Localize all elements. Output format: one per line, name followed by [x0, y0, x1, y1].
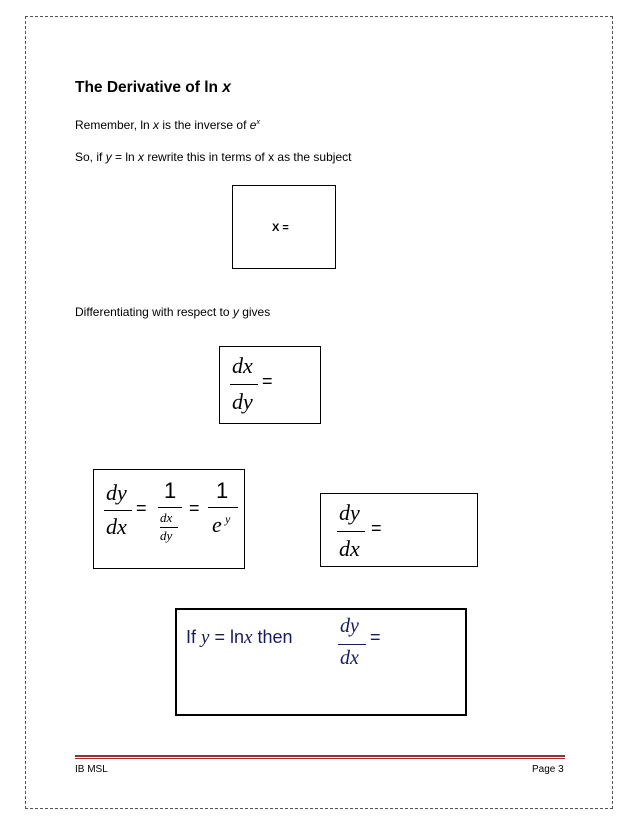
page-title: The Derivative of ln x	[75, 79, 231, 96]
remember-line: Remember, ln x is the inverse of $e^x$	[75, 118, 260, 132]
frac-den: dy	[232, 389, 253, 414]
frac-line	[158, 507, 182, 508]
differentiating-line: Differentiating with respect to y gives	[75, 305, 271, 319]
one-numerator: 1	[216, 478, 229, 503]
frac-line	[104, 510, 132, 511]
summary-statement: If y = lnx then	[186, 627, 293, 648]
frac-den: dx	[339, 536, 360, 561]
frac-line	[230, 384, 258, 385]
frac-line	[337, 531, 365, 532]
equals-sign: =	[189, 498, 200, 518]
equals-sign: =	[262, 371, 273, 391]
answer-box-dxdy	[219, 346, 321, 424]
small-den: dy	[160, 528, 173, 543]
exp-base: e	[212, 512, 222, 537]
small-num: dx	[160, 510, 173, 525]
one-numerator: 1	[164, 478, 177, 503]
frac-num: dy	[339, 500, 360, 525]
summary-frac-den: dx	[340, 647, 359, 669]
footer-page-number: Page 3	[532, 764, 564, 775]
instruction-line: So, if y = ln x rewrite this in terms of x as the subject	[75, 150, 352, 164]
x-equals-label: X =	[272, 222, 289, 234]
equals-sign: =	[371, 518, 382, 538]
footer-rule	[75, 755, 565, 757]
summary-box	[175, 608, 467, 716]
exp-power: y	[225, 512, 231, 526]
answer-box-dydx	[320, 493, 478, 567]
summary-frac-num: dy	[340, 615, 359, 637]
frac-line	[208, 507, 238, 508]
summary-frac-line	[338, 644, 366, 645]
equals-sign: =	[136, 498, 147, 518]
frac-num: dx	[232, 353, 253, 378]
footer-rule-thin	[75, 758, 565, 759]
summary-equals: =	[370, 627, 381, 647]
frac-den: dx	[106, 514, 127, 539]
frac-num: dy	[106, 480, 127, 505]
reciprocal-box	[93, 469, 245, 569]
footer-course: IB MSL	[75, 764, 108, 775]
